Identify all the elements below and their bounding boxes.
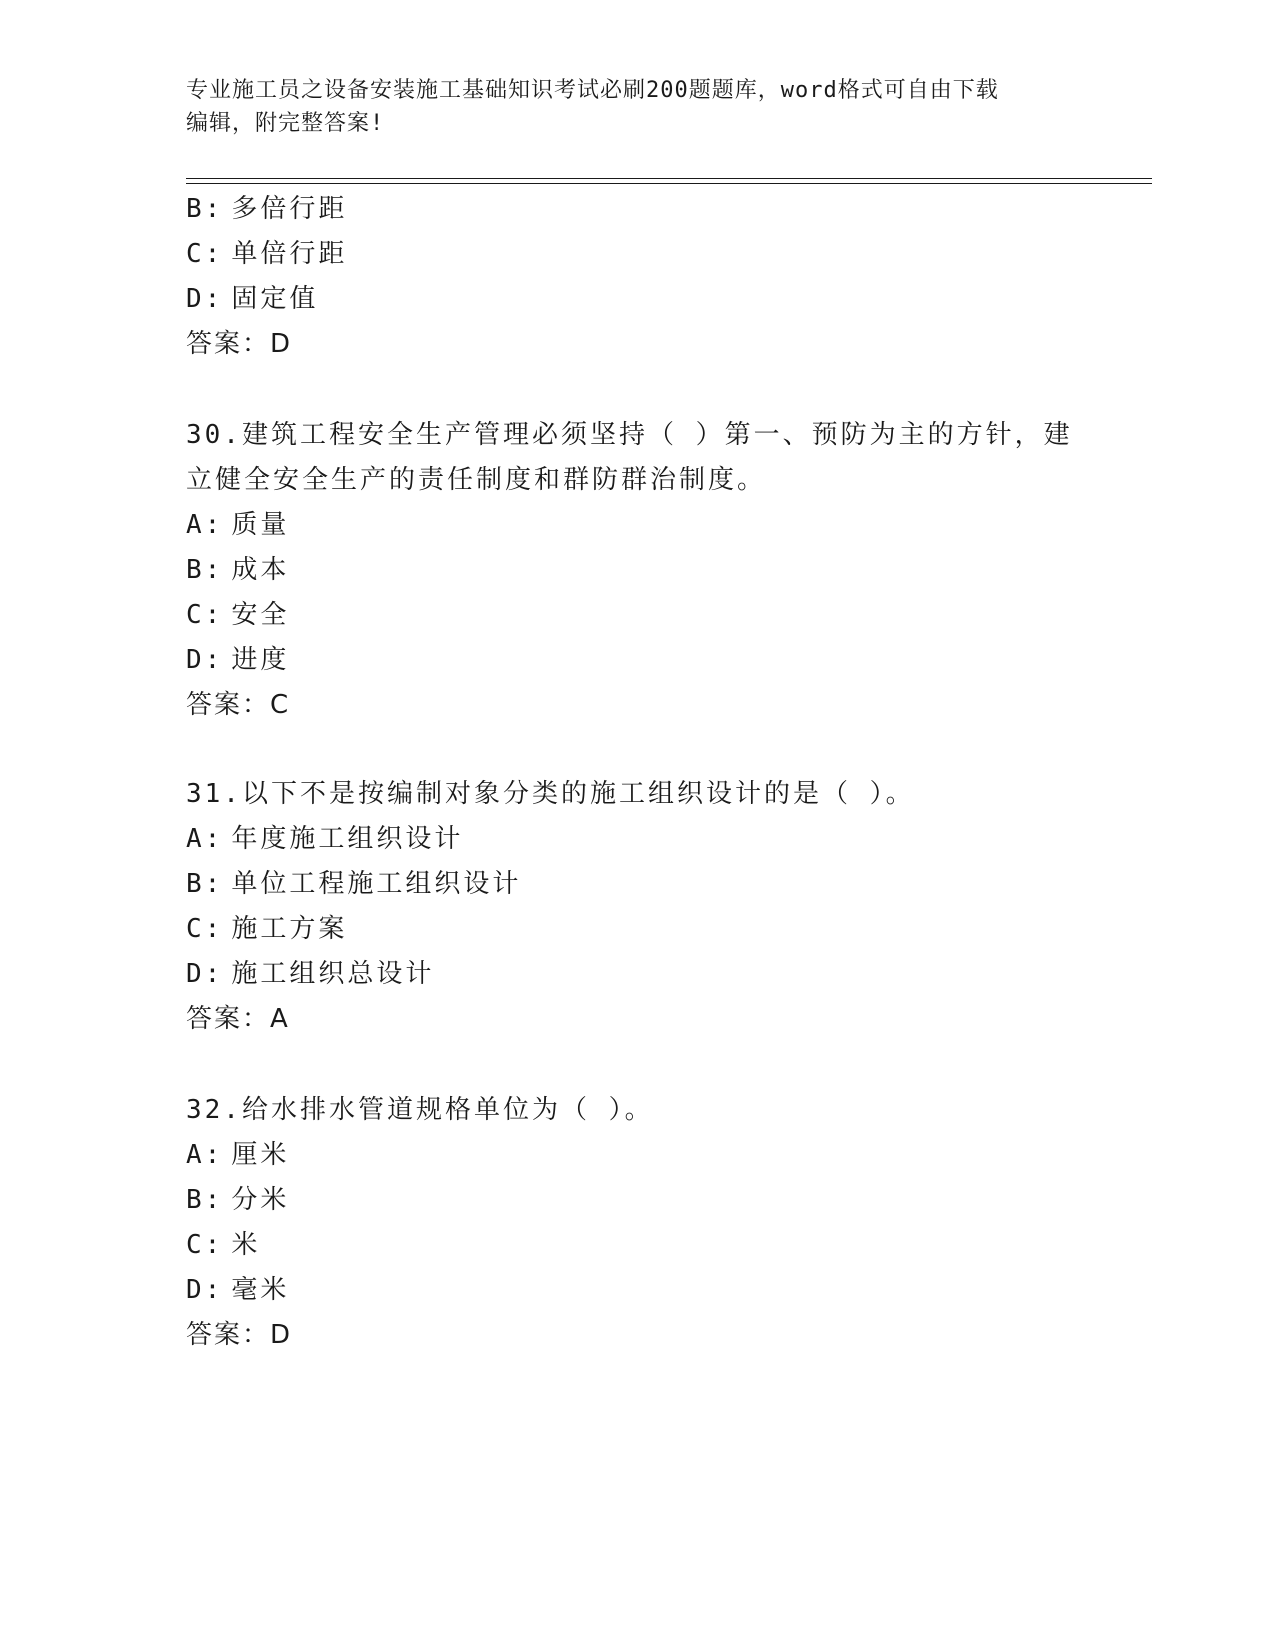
q32-option-a [186, 1138, 289, 1172]
option-label: A: [186, 1140, 224, 1170]
q31-option-a [186, 822, 463, 856]
option-text: 分米 [231, 1185, 290, 1215]
prev-answer: 答案：D [186, 329, 293, 359]
option-text: 米 [231, 1230, 261, 1260]
option-text: 厘米 [231, 1140, 290, 1170]
option-label: C: [186, 239, 224, 269]
option-label: C: [186, 914, 224, 944]
option-text: 质量 [231, 510, 290, 540]
q32-stem-line-1: 32.给水排水管道规格单位为（ ）。 [186, 1095, 654, 1125]
q32-answer: 答案：D [186, 1320, 293, 1350]
option-text: 施工方案 [231, 914, 348, 944]
header-line-2: 编辑，附完整答案! [186, 111, 385, 136]
q31-answer: 答案：A [186, 1004, 290, 1034]
option-label: B: [186, 1185, 224, 1215]
q31-option-c [186, 912, 347, 946]
option-text: 进度 [231, 645, 290, 675]
q30-option-b [186, 553, 289, 587]
header-divider-top [186, 178, 1152, 179]
document-header [186, 74, 1066, 140]
q30-option-d [186, 643, 289, 677]
option-label: A: [186, 824, 224, 854]
option-label: C: [186, 600, 224, 630]
prev-option-c [186, 237, 347, 271]
option-label: B: [186, 194, 224, 224]
q31-option-d [186, 957, 434, 991]
option-label: A: [186, 510, 224, 540]
option-text: 单位工程施工组织设计 [231, 869, 522, 899]
q30-stem-line-1: 30.建筑工程安全生产管理必须坚持（ ）第一、预防为主的方针，建 [186, 420, 1073, 450]
option-text: 单倍行距 [231, 239, 348, 269]
option-label: C: [186, 1230, 224, 1260]
q30-stem-line-2: 立健全安全生产的责任制度和群防群治制度。 [186, 465, 767, 495]
q32-option-b [186, 1183, 289, 1217]
q30-option-a [186, 508, 289, 542]
q30-option-c [186, 598, 289, 632]
option-label: D: [186, 959, 224, 989]
q30-answer: 答案：C [186, 690, 291, 720]
option-text: 年度施工组织设计 [231, 824, 464, 854]
option-text: 多倍行距 [231, 194, 348, 224]
header-divider-bottom [186, 183, 1152, 184]
prev-option-d [186, 282, 318, 316]
prev-option-b [186, 192, 347, 226]
q32-option-c [186, 1228, 260, 1262]
option-text: 毫米 [231, 1275, 290, 1305]
option-text: 施工组织总设计 [231, 959, 435, 989]
q31-option-b [186, 867, 521, 901]
option-text: 安全 [231, 600, 290, 630]
option-text: 成本 [231, 555, 290, 585]
option-label: D: [186, 1275, 224, 1305]
option-label: B: [186, 869, 224, 899]
option-text: 固定值 [231, 284, 319, 314]
header-line-1: 专业施工员之设备安装施工基础知识考试必刷200题题库，word格式可自由下载 [186, 78, 999, 103]
option-label: D: [186, 645, 224, 675]
q31-stem-line-1: 31.以下不是按编制对象分类的施工组织设计的是（ ）。 [186, 779, 915, 809]
option-label: B: [186, 555, 224, 585]
q32-option-d [186, 1273, 289, 1307]
option-label: D: [186, 284, 224, 314]
